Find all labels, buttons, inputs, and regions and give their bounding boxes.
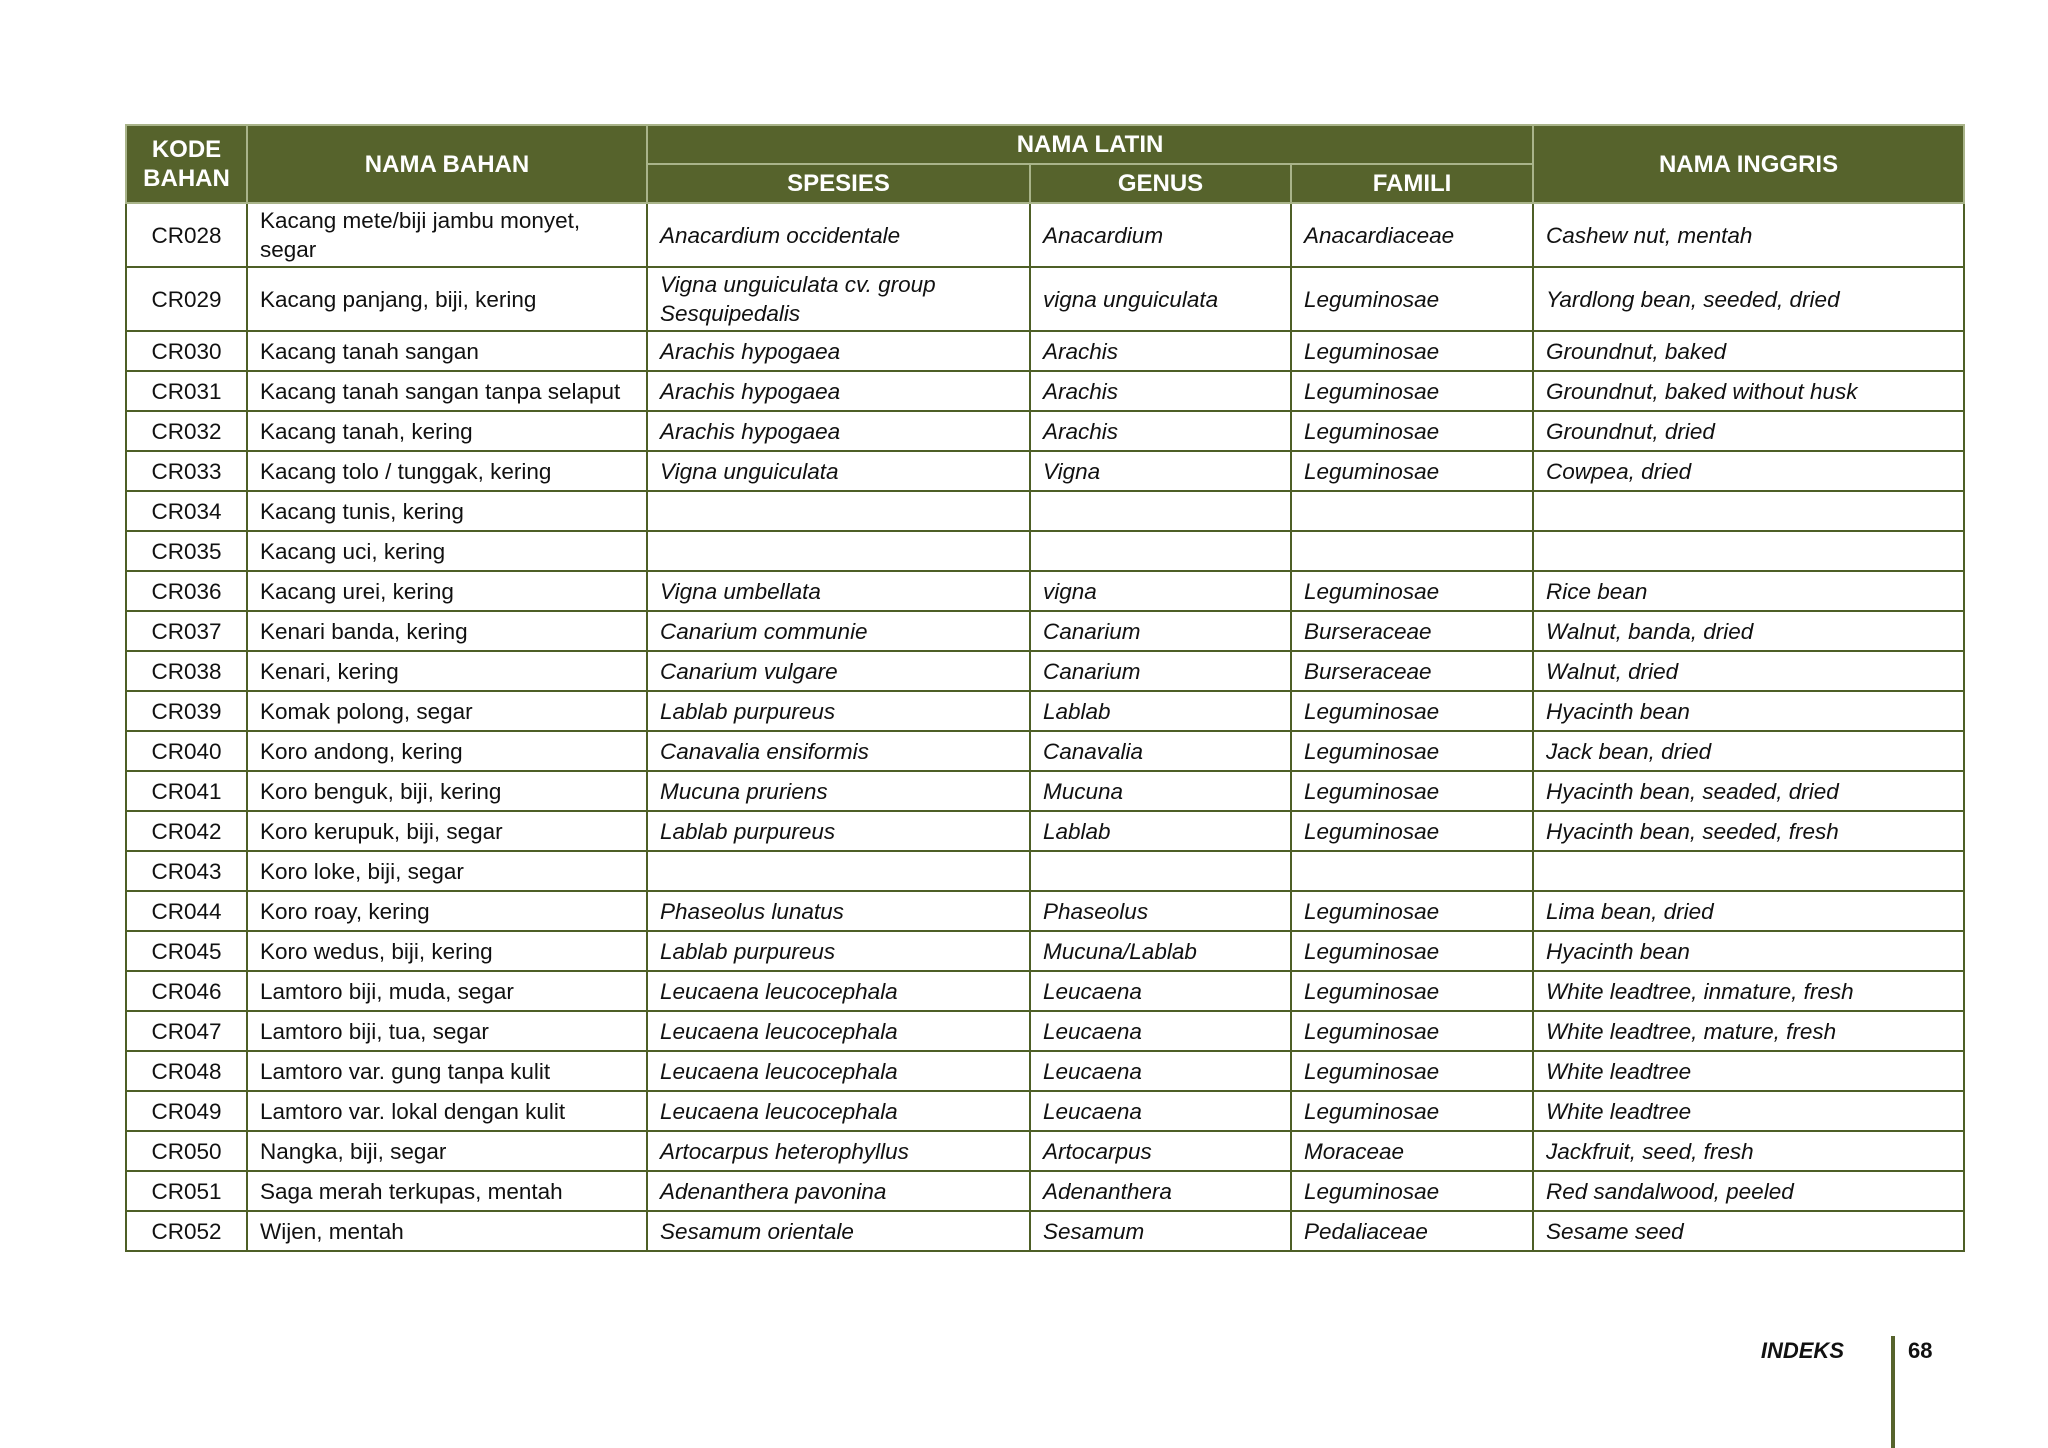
table-row	[126, 331, 1964, 371]
cell-nama-bahan: Koro loke, biji, segar	[247, 851, 647, 891]
cell-nama-inggris: Jackfruit, seed, fresh	[1533, 1131, 1964, 1171]
header-spesies: SPESIES	[647, 164, 1030, 203]
cell-spesies: Leucaena leucocephala	[647, 1051, 1030, 1091]
table-row	[126, 531, 1964, 571]
cell-nama-inggris: Yardlong bean, seeded, dried	[1533, 267, 1964, 331]
cell-famili: Burseraceae	[1291, 611, 1533, 651]
cell-nama-inggris: Lima bean, dried	[1533, 891, 1964, 931]
cell-nama-bahan: Kacang tanah sangan tanpa selaput	[247, 371, 647, 411]
cell-genus: Arachis	[1030, 371, 1291, 411]
cell-spesies: Canarium vulgare	[647, 651, 1030, 691]
cell-kode-bahan: CR028	[126, 203, 247, 267]
cell-genus	[1030, 531, 1291, 571]
cell-spesies	[647, 491, 1030, 531]
cell-genus: Mucuna/Lablab	[1030, 931, 1291, 971]
cell-nama-inggris: Cowpea, dried	[1533, 451, 1964, 491]
cell-nama-inggris: White leadtree	[1533, 1091, 1964, 1131]
header-nama-bahan: NAMA BAHAN	[247, 125, 647, 203]
cell-kode-bahan: CR037	[126, 611, 247, 651]
page-number: 68	[1908, 1338, 1933, 1363]
cell-nama-bahan: Kenari, kering	[247, 651, 647, 691]
cell-spesies: Arachis hypogaea	[647, 371, 1030, 411]
cell-spesies: Leucaena leucocephala	[647, 1091, 1030, 1131]
cell-famili: Leguminosae	[1291, 411, 1533, 451]
cell-nama-bahan: Kacang tanah, kering	[247, 411, 647, 451]
cell-spesies: Canarium communie	[647, 611, 1030, 651]
cell-genus: Canarium	[1030, 651, 1291, 691]
cell-spesies: Canavalia ensiformis	[647, 731, 1030, 771]
table-row	[126, 1091, 1964, 1131]
cell-nama-bahan: Wijen, mentah	[247, 1211, 647, 1251]
cell-spesies: Leucaena leucocephala	[647, 971, 1030, 1011]
cell-kode-bahan: CR033	[126, 451, 247, 491]
cell-spesies: Vigna unguiculata cv. group Sesquipedalis	[647, 267, 1030, 331]
cell-genus	[1030, 491, 1291, 531]
cell-spesies: Vigna umbellata	[647, 571, 1030, 611]
cell-famili	[1291, 531, 1533, 571]
cell-spesies: Lablab purpureus	[647, 691, 1030, 731]
cell-nama-inggris: Groundnut, dried	[1533, 411, 1964, 451]
cell-kode-bahan: CR035	[126, 531, 247, 571]
cell-nama-inggris: Hyacinth bean, seaded, dried	[1533, 771, 1964, 811]
cell-nama-inggris: Red sandalwood, peeled	[1533, 1171, 1964, 1211]
cell-nama-inggris: Hyacinth bean, seeded, fresh	[1533, 811, 1964, 851]
cell-spesies: Lablab purpureus	[647, 931, 1030, 971]
cell-genus: Mucuna	[1030, 771, 1291, 811]
cell-genus: Leucaena	[1030, 1051, 1291, 1091]
table-row	[126, 371, 1964, 411]
cell-nama-inggris	[1533, 491, 1964, 531]
cell-genus	[1030, 851, 1291, 891]
table-row	[126, 851, 1964, 891]
cell-genus: Vigna	[1030, 451, 1291, 491]
cell-nama-bahan: Koro wedus, biji, kering	[247, 931, 647, 971]
cell-nama-bahan: Saga merah terkupas, mentah	[247, 1171, 647, 1211]
table-row	[126, 1051, 1964, 1091]
cell-nama-bahan: Lamtoro var. lokal dengan kulit	[247, 1091, 647, 1131]
cell-kode-bahan: CR034	[126, 491, 247, 531]
table-row	[126, 451, 1964, 491]
cell-nama-inggris: Hyacinth bean	[1533, 931, 1964, 971]
cell-famili	[1291, 491, 1533, 531]
cell-famili: Burseraceae	[1291, 651, 1533, 691]
cell-kode-bahan: CR032	[126, 411, 247, 451]
cell-genus: Leucaena	[1030, 1091, 1291, 1131]
cell-kode-bahan: CR051	[126, 1171, 247, 1211]
cell-nama-bahan: Kacang tunis, kering	[247, 491, 647, 531]
cell-famili: Leguminosae	[1291, 691, 1533, 731]
cell-genus: vigna	[1030, 571, 1291, 611]
cell-nama-bahan: Koro andong, kering	[247, 731, 647, 771]
table-row	[126, 691, 1964, 731]
cell-famili: Leguminosae	[1291, 1051, 1533, 1091]
table-row	[126, 891, 1964, 931]
cell-famili: Leguminosae	[1291, 771, 1533, 811]
cell-nama-bahan: Koro kerupuk, biji, segar	[247, 811, 647, 851]
cell-spesies: Artocarpus heterophyllus	[647, 1131, 1030, 1171]
cell-genus: Canarium	[1030, 611, 1291, 651]
footer-divider	[1891, 1336, 1895, 1448]
cell-spesies: Arachis hypogaea	[647, 411, 1030, 451]
cell-spesies: Anacardium occidentale	[647, 203, 1030, 267]
cell-famili: Pedaliaceae	[1291, 1211, 1533, 1251]
cell-nama-bahan: Kenari banda, kering	[247, 611, 647, 651]
cell-genus: Sesamum	[1030, 1211, 1291, 1251]
cell-kode-bahan: CR036	[126, 571, 247, 611]
food-index-table	[125, 124, 1965, 1252]
cell-nama-inggris: Groundnut, baked without husk	[1533, 371, 1964, 411]
cell-kode-bahan: CR042	[126, 811, 247, 851]
cell-kode-bahan: CR043	[126, 851, 247, 891]
cell-famili: Leguminosae	[1291, 451, 1533, 491]
cell-famili: Leguminosae	[1291, 331, 1533, 371]
cell-spesies: Arachis hypogaea	[647, 331, 1030, 371]
cell-genus: Leucaena	[1030, 971, 1291, 1011]
table-row	[126, 411, 1964, 451]
cell-kode-bahan: CR040	[126, 731, 247, 771]
cell-kode-bahan: CR052	[126, 1211, 247, 1251]
cell-genus: Artocarpus	[1030, 1131, 1291, 1171]
table-row	[126, 971, 1964, 1011]
cell-famili: Leguminosae	[1291, 267, 1533, 331]
cell-genus: Phaseolus	[1030, 891, 1291, 931]
cell-genus: Lablab	[1030, 691, 1291, 731]
table-row	[126, 611, 1964, 651]
cell-spesies	[647, 531, 1030, 571]
cell-genus: Lablab	[1030, 811, 1291, 851]
cell-nama-bahan: Kacang tanah sangan	[247, 331, 647, 371]
cell-famili	[1291, 851, 1533, 891]
cell-nama-inggris: Jack bean, dried	[1533, 731, 1964, 771]
table-row	[126, 811, 1964, 851]
cell-famili: Leguminosae	[1291, 371, 1533, 411]
cell-famili: Leguminosae	[1291, 1091, 1533, 1131]
cell-genus: Anacardium	[1030, 203, 1291, 267]
cell-nama-inggris: White leadtree	[1533, 1051, 1964, 1091]
cell-spesies: Sesamum orientale	[647, 1211, 1030, 1251]
table-row	[126, 1131, 1964, 1171]
cell-famili: Leguminosae	[1291, 1011, 1533, 1051]
cell-nama-inggris: White leadtree, inmature, fresh	[1533, 971, 1964, 1011]
cell-famili: Leguminosae	[1291, 811, 1533, 851]
cell-kode-bahan: CR047	[126, 1011, 247, 1051]
cell-nama-inggris: Walnut, dried	[1533, 651, 1964, 691]
header-kode-bahan: KODE BAHAN	[126, 125, 247, 203]
cell-kode-bahan: CR050	[126, 1131, 247, 1171]
table-row	[126, 571, 1964, 611]
cell-spesies: Vigna unguiculata	[647, 451, 1030, 491]
cell-nama-inggris	[1533, 851, 1964, 891]
cell-kode-bahan: CR048	[126, 1051, 247, 1091]
cell-nama-inggris: Rice bean	[1533, 571, 1964, 611]
cell-kode-bahan: CR045	[126, 931, 247, 971]
cell-kode-bahan: CR030	[126, 331, 247, 371]
table-row	[126, 203, 1964, 267]
cell-famili: Leguminosae	[1291, 891, 1533, 931]
cell-nama-bahan: Kacang mete/biji jambu monyet, segar	[247, 203, 647, 267]
cell-famili: Anacardiaceae	[1291, 203, 1533, 267]
cell-kode-bahan: CR044	[126, 891, 247, 931]
cell-genus: Arachis	[1030, 411, 1291, 451]
cell-nama-bahan: Komak polong, segar	[247, 691, 647, 731]
cell-nama-bahan: Kacang urei, kering	[247, 571, 647, 611]
table-row	[126, 267, 1964, 331]
cell-kode-bahan: CR038	[126, 651, 247, 691]
cell-nama-inggris: Walnut, banda, dried	[1533, 611, 1964, 651]
cell-nama-bahan: Lamtoro biji, tua, segar	[247, 1011, 647, 1051]
table-row	[126, 931, 1964, 971]
cell-genus: Arachis	[1030, 331, 1291, 371]
cell-kode-bahan: CR049	[126, 1091, 247, 1131]
cell-nama-bahan: Koro roay, kering	[247, 891, 647, 931]
cell-nama-inggris	[1533, 531, 1964, 571]
cell-nama-inggris: Sesame seed	[1533, 1211, 1964, 1251]
cell-kode-bahan: CR041	[126, 771, 247, 811]
cell-spesies: Mucuna pruriens	[647, 771, 1030, 811]
header-nama-inggris: NAMA INGGRIS	[1533, 125, 1964, 203]
cell-genus: Leucaena	[1030, 1011, 1291, 1051]
cell-genus: Adenanthera	[1030, 1171, 1291, 1211]
cell-famili: Leguminosae	[1291, 1171, 1533, 1211]
table-row	[126, 771, 1964, 811]
table-row	[126, 1211, 1964, 1251]
cell-kode-bahan: CR029	[126, 267, 247, 331]
cell-spesies: Lablab purpureus	[647, 811, 1030, 851]
cell-spesies: Adenanthera pavonina	[647, 1171, 1030, 1211]
cell-spesies: Phaseolus lunatus	[647, 891, 1030, 931]
table-body	[126, 203, 1964, 1251]
cell-kode-bahan: CR039	[126, 691, 247, 731]
table-row	[126, 491, 1964, 531]
cell-nama-bahan: Nangka, biji, segar	[247, 1131, 647, 1171]
table-header	[126, 125, 1964, 203]
cell-spesies: Leucaena leucocephala	[647, 1011, 1030, 1051]
cell-nama-bahan: Koro benguk, biji, kering	[247, 771, 647, 811]
cell-nama-inggris: Hyacinth bean	[1533, 691, 1964, 731]
cell-kode-bahan: CR046	[126, 971, 247, 1011]
cell-nama-bahan: Lamtoro var. gung tanpa kulit	[247, 1051, 647, 1091]
cell-nama-inggris: Groundnut, baked	[1533, 331, 1964, 371]
cell-famili: Leguminosae	[1291, 971, 1533, 1011]
cell-kode-bahan: CR031	[126, 371, 247, 411]
cell-nama-bahan: Kacang uci, kering	[247, 531, 647, 571]
cell-famili: Leguminosae	[1291, 571, 1533, 611]
cell-famili: Leguminosae	[1291, 731, 1533, 771]
cell-genus: Canavalia	[1030, 731, 1291, 771]
cell-famili: Moraceae	[1291, 1131, 1533, 1171]
table-row	[126, 651, 1964, 691]
cell-nama-inggris: White leadtree, mature, fresh	[1533, 1011, 1964, 1051]
cell-nama-bahan: Kacang panjang, biji, kering	[247, 267, 647, 331]
footer-section-label: INDEKS	[1760, 1338, 1844, 1363]
table-row	[126, 1011, 1964, 1051]
header-genus: GENUS	[1030, 164, 1291, 203]
cell-famili: Leguminosae	[1291, 931, 1533, 971]
cell-nama-bahan: Lamtoro biji, muda, segar	[247, 971, 647, 1011]
table-row	[126, 731, 1964, 771]
cell-spesies	[647, 851, 1030, 891]
cell-nama-bahan: Kacang tolo / tunggak, kering	[247, 451, 647, 491]
table-row	[126, 1171, 1964, 1211]
cell-nama-inggris: Cashew nut, mentah	[1533, 203, 1964, 267]
header-nama-latin: NAMA LATIN	[647, 125, 1533, 164]
cell-genus: vigna unguiculata	[1030, 267, 1291, 331]
header-famili: FAMILI	[1291, 164, 1533, 203]
